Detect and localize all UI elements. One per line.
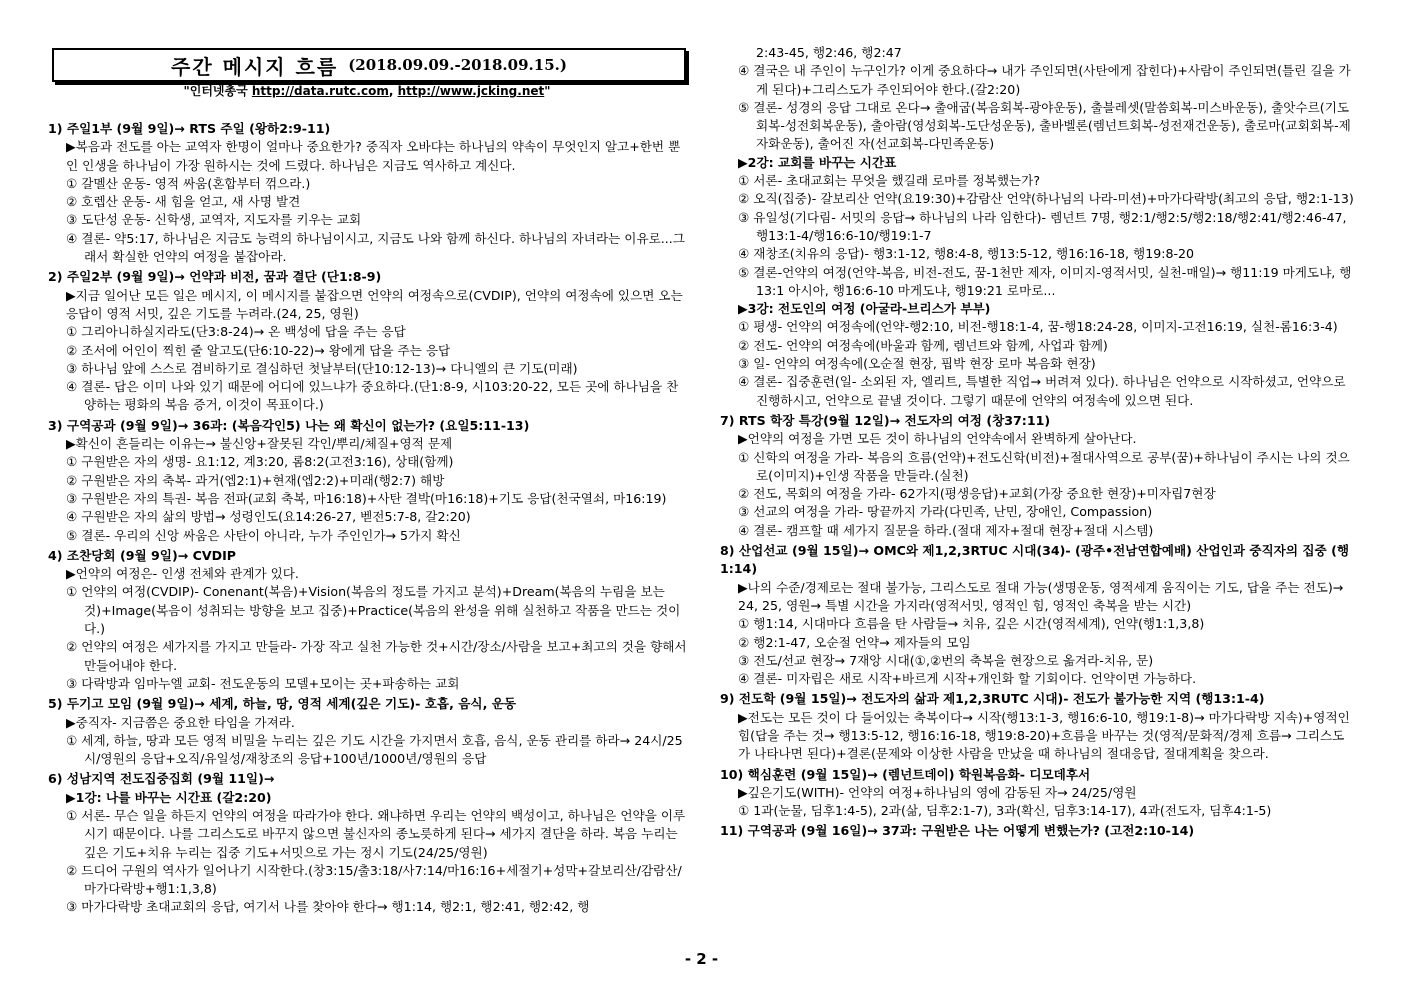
page-number: - 2 - bbox=[684, 950, 719, 968]
list-item: ① 서론- 무슨 일을 하든지 언약의 여정을 따라가야 한다. 왜냐하면 우리는 언약의 백성이고, 하나님은 언약을 이루시기 때문이다. 나를 그리스도로 바꾸지 않으면 불신자의 종노릇하게 된다→ 세가지 결단을 하라. 복음 누리는 깊은 기도+치유 누리는 집중 기도+서밋으로 가는 정시 기도(24/25/영원) bbox=[66, 807, 686, 860]
right-column bbox=[720, 44, 1354, 841]
section-heading: 6) 성남지역 전도집중집회 (9월 11일)→ bbox=[48, 771, 275, 787]
list-item: ② 전도, 목회의 여정을 가라- 62가지(평생응답)+교회(가장 중요한 현장)+미자립7현장 bbox=[738, 486, 1216, 502]
list-item: ① 언약의 여정(CVDIP)- Conenant(복음)+Vision(복음의 정도를 가지고 분석)+Dream(복음의 누림을 보는 것)+Image(복음이 성취되는 방향을 보고 집중)+Practice(복음의 완성을 위해 실천하고 작품을 만드는 것이다.) bbox=[66, 584, 681, 637]
list-item: ① 행1:14, 시대마다 흐름을 탄 사람들→ 치유, 깊은 시간(영적세계), 언약(행1:1,3,8) bbox=[738, 616, 1205, 632]
section-heading: 2) 주일2부 (9월 9일)→ 언약과 비전, 꿈과 결단 (단1:8-9) bbox=[48, 269, 382, 285]
list-item: ① 그리아니하실지라도(단3:8-24)→ 온 백성에 답을 주는 응답 bbox=[66, 324, 406, 340]
summary-paragraph: ▶중직자- 지금쯤은 중요한 타임을 가져라. bbox=[66, 714, 295, 730]
section-heading: 11) 구역공과 (9월 16일)→ 37과: 구원받은 나는 어떻게 변했는가? (고전2:10-14) bbox=[720, 823, 1195, 839]
section-heading: 7) RTS 학장 특강(9월 12일)→ 전도자의 여정 (창37:11) bbox=[720, 412, 1051, 428]
list-item: ③ 다락방과 임마누엘 교회- 전도운동의 모델+모이는 곳+파송하는 교회 bbox=[66, 675, 460, 691]
list-item: ④ 결론- 캠프할 때 세가지 질문을 하라.(절대 제자+절대 현장+절대 시스템) bbox=[738, 522, 1154, 538]
list-item: ② 구원받은 자의 축복- 과거(엡2:1)+현재(엡2:2)+미래(행2:7) 해방 bbox=[66, 472, 445, 488]
section-heading: 3) 구역공과 (9월 9일)→ 36과: (복음각인5) 나는 왜 확신이 없는가? (요일5:11-13) bbox=[48, 417, 530, 433]
list-item: ① 1과(눈물, 딤후1:4-5), 2과(삶, 딤후2:1-7), 3과(확신, 딤후3:14-17), 4과(전도자, 딤후4:1-5) bbox=[738, 803, 1272, 819]
list-item: ④ 구원받은 자의 삶의 방법→ 성령인도(요14:26-27, 벧전5:7-8, 갈2:20) bbox=[66, 509, 471, 525]
lecture-heading: ▶2강: 교회를 바꾸는 시간표 bbox=[738, 154, 897, 170]
list-item: ② 드디어 구원의 역사가 일어나기 시작한다.(창3:15/출3:18/사7:14/마16:16+세절기+성막+갈보리산/감람산/마가다락방+행1:1,3,8) bbox=[66, 862, 682, 897]
list-item: ⑤ 결론- 성경의 응답 그대로 온다→ 출애굽(복음회복-광야운동), 출블레셋(말씀회복-미스바운동), 출앗수르(기도회복-성전회복운동), 출아람(영성회복-도단성운동), 출바벨론(렘넌트회복-성전재건운동), 출로마(교회회복-제자화운동), 출어진 자(선교회복-다민족운동) bbox=[738, 99, 1351, 152]
summary-paragraph: ▶언약의 여정을 가면 모든 것이 하나님의 언약속에서 완벽하게 살아난다. bbox=[738, 431, 1137, 447]
list-item: ④ 결론- 집중훈련(일- 소외된 자, 엘리트, 특별한 직업→ 버려져 있다). 하나님은 언약으로 시작하셨고, 언약으로 진행하시고, 언약으로 끝낼 것이다. 그렇기 때문에 언약의 여정속에 있으면 된다. bbox=[738, 374, 1346, 408]
list-item: ④ 결국은 내 주인이 누구인가? 이게 중요하다→ 내가 주인되면(사탄에게 잡힌다)+사람이 주인되면(틀린 길을 가게 된다)+그리스도가 주인되어야 한다.(갈2:20) bbox=[738, 63, 1351, 97]
list-item: ② 오직(집중)- 갈보리산 언약(요19:30)+감람산 언약(하나님의 나라-미션)+마가다락방(최고의 응답, 행2:1-13) bbox=[738, 191, 1354, 207]
list-item: ① 평생- 언약의 여정속에(언약-행2:10, 비전-행18:1-4, 꿈-행18:24-28, 이미지-고전16:19, 실천-롬16:3-4) bbox=[738, 319, 1338, 335]
list-item: ⑤ 결론-언약의 여정(언약-복음, 비전-전도, 꿈-1천만 제자, 이미지-영적서밋, 실천-매일)→ 행11:19 마게도냐, 행13:1 아시아, 행16:6-10 마게도냐, 행19:21 로마로... bbox=[738, 264, 1352, 298]
list-item: ⑤ 결론- 우리의 신앙 싸움은 사탄이 아니라, 누가 주인인가→ 5가지 확신 bbox=[66, 527, 461, 543]
list-item: ① 서론- 초대교회는 무엇을 했길래 로마를 정복했는가? bbox=[738, 173, 1041, 189]
list-item: ③ 구원받은 자의 특권- 복음 전파(교회 축복, 마16:18)+사탄 결박(마16:18)+기도 응답(천국열쇠, 마16:19) bbox=[66, 490, 667, 506]
sites-suffix: " bbox=[544, 84, 551, 98]
list-item: ③ 전도/선교 현장→ 7재앙 시대(①,②번의 축복을 현장으로 옮겨라-치유, 문) bbox=[738, 652, 1154, 668]
section-heading: 8) 산업선교 (9월 15일)→ OMC와 제1,2,3RTUC 시대(34)- (광주•전남연합예배) 산업인과 중직자의 집중 (행1:14) bbox=[720, 543, 1350, 577]
page-title: 주간 메시지 흐름 bbox=[171, 54, 339, 79]
lecture-heading: ▶3강: 전도인의 여정 (아굴라-브리스가 부부) bbox=[738, 301, 991, 317]
list-item: ③ 유일성(기다림- 서밋의 응답→ 하나님의 나라 임한다)- 렘넌트 7명, 행2:1/행2:5/행2:18/행2:41/행2:46-47, 행13:1-4/행16:6-10/행19:1-7 bbox=[738, 209, 1347, 243]
summary-paragraph: ▶언약의 여정은- 인생 전체와 관계가 있다. bbox=[66, 566, 299, 582]
summary-paragraph: ▶깊은기도(WITH)- 언약의 여정+하나님의 영에 감동된 자→ 24/25/영원 bbox=[738, 784, 1137, 800]
list-item: ② 조서에 어인이 찍힌 줄 알고도(단6:10-22)→ 왕에게 답을 주는 응답 bbox=[66, 342, 451, 358]
continued-text: 2:43-45, 행2:46, 행2:47 bbox=[756, 45, 902, 60]
date-range: (2018.09.09.-2018.09.15.) bbox=[348, 56, 567, 74]
list-item: ② 전도- 언약의 여정속에(바울과 함께, 렘넌트와 함께, 사업과 함께) bbox=[738, 337, 1108, 353]
list-item: ④ 결론- 미자립은 새로 시작+바르게 시작+개인화 할 기회이다. 언약이면 가능하다. bbox=[738, 671, 1197, 687]
section-heading: 10) 핵심훈련 (9월 15일)→ (렘넌트데이) 학원복음화- 디모데후서 bbox=[720, 766, 1091, 782]
list-item: ④ 결론- 답은 이미 나와 있기 때문에 어디에 있느냐가 중요하다.(단1:8-9, 시103:20-22, 모든 곳에 하나님을 찬양하는 평화의 복음 증거, 이것이 목표이다.) bbox=[66, 379, 679, 413]
list-item: ④ 결론- 약5:17, 하나님은 지금도 능력의 하나님이시고, 지금도 나와 함께 하신다. 하나님의 자녀라는 이유로...그래서 확실한 언약의 여정을 붙잡아라. bbox=[66, 230, 685, 265]
list-item: ① 세계, 하늘, 땅과 모든 영적 비밀을 누리는 깊은 기도 시간을 가지면서 호흡, 음식, 운동 관리를 하라→ 24시/25시/영원의 응답+오직/유일성/재창조의 응답+100년/1000년/영원의 응답 bbox=[66, 732, 683, 767]
left-column bbox=[48, 118, 690, 917]
sites-separator: , bbox=[388, 84, 398, 98]
summary-paragraph: ▶지금 일어난 모든 일은 메시지, 이 메시지를 붙잡으면 언약의 여정속으로(CVDIP), 언약의 여정속에 있으면 오는 응답이 영적 서밋, 깊은 기도를 누려라.(24, 25, 영원) bbox=[66, 287, 683, 321]
section-heading: 4) 조찬당회 (9월 9일)→ CVDIP bbox=[48, 547, 236, 563]
list-item: ③ 선교의 여정을 가라- 땅끝까지 가라(다민족, 난민, 장애인, Compassion) bbox=[738, 504, 1153, 520]
summary-paragraph: ▶확신이 흔들리는 이유는→ 불신앙+잘못된 각인/뿌리/체질+영적 문제 bbox=[66, 436, 453, 452]
site-link-1[interactable]: http://data.rutc.com bbox=[251, 84, 389, 98]
summary-paragraph: ▶전도는 모든 것이 다 들어있는 축복이다→ 시작(행13:1-3, 행16:6-10, 행19:1-8)→ 마가다락방 지속)+영적인 힘(답을 주는 것→ 행13:5-12, 행16:16-18, 행19:8-20)+흐름을 바꾸는 것(영적/문화적/경제 흐름→ 그리스도가 나타나면 된다)+결론(문제와 이상한 사람을 만났을 때 하나님의 절대응답, 절대계획을 찾으라. bbox=[738, 709, 1350, 762]
list-item: ④ 재창조(치유의 응답)- 행3:1-12, 행8:4-8, 행13:5-12, 행16:16-18, 행19:8-20 bbox=[738, 246, 1195, 262]
site-link-2[interactable]: http://www.jcking.net bbox=[397, 84, 545, 98]
section-heading: 1) 주일1부 (9월 9일)→ RTS 주일 (왕하2:9-11) bbox=[48, 121, 331, 136]
list-item: ① 구원받은 자의 생명- 요1:12, 계3:20, 롬8:2(고전3:16), 상태(함께) bbox=[66, 454, 454, 470]
summary-paragraph: ▶복음과 전도를 아는 교역자 한명이 얼마나 중요한가? 중직자 오바댜는 하나님의 약속이 무엇인지 알고+한번 뿐인 인생을 하나님이 가장 원하시는 것에 드렸다. 하나님은 지금도 역사하고 계신다. bbox=[66, 139, 681, 173]
section-heading: 5) 두기고 모임 (9월 9일)→ 세계, 하늘, 땅, 영적 세계(깊은 기도)- 호흡, 음식, 운동 bbox=[48, 696, 517, 712]
list-item: ② 행2:1-47, 오순절 언약→ 제자들의 모임 bbox=[738, 634, 971, 650]
section-heading: 9) 전도학 (9월 15일)→ 전도자의 삶과 제1,2,3RUTC 시대)- 전도가 불가능한 지역 (행13:1-4) bbox=[720, 691, 1265, 707]
list-item: ② 언약의 여정은 세가지를 가지고 만들라- 가장 작고 실천 가능한 것+시간/장소/사람을 보고+최고의 것을 향해서 만들어내야 한다. bbox=[66, 639, 687, 673]
list-item: ③ 하나님 앞에 스스로 겸비하기로 결심하던 첫날부터(단10:12-13)→ 다니엘의 큰 기도(미래) bbox=[66, 360, 578, 376]
list-item: ③ 마가다락방 초대교회의 응답, 여기서 나를 찾아야 한다→ 행1:14, 행2:1, 행2:41, 행2:42, 행 bbox=[66, 899, 590, 915]
website-line bbox=[52, 82, 682, 99]
list-item: ① 신학의 여정을 가라- 복음의 흐름(언약)+전도신학(비전)+절대사역으로 공부(꿈)+하나님이 주시는 나의 것으로(이미지)+인생 작품을 만들라.(실천) bbox=[738, 449, 1350, 483]
list-item: ① 갈멜산 운동- 영적 싸움(혼합부터 꺾으라.) bbox=[66, 175, 311, 191]
list-item: ③ 일- 언약의 여정속에(오순절 현장, 핍박 현장 로마 복음화 현장) bbox=[738, 356, 1096, 372]
sites-prefix: "인터넷총국 bbox=[183, 84, 252, 98]
title-box bbox=[52, 48, 686, 82]
list-item: ② 호렙산 운동- 새 힘을 얻고, 새 사명 발견 bbox=[66, 194, 301, 210]
list-item: ③ 도단성 운동- 신학생, 교역자, 지도자를 키우는 교회 bbox=[66, 212, 362, 228]
lecture-heading: ▶1강: 나를 바꾸는 시간표 (갈2:20) bbox=[66, 789, 272, 805]
summary-paragraph: ▶나의 수준/경제로는 절대 불가능, 그리스도로 절대 가능(생명운동, 영적세계 움직이는 기도, 답을 주는 전도)→ 24, 25, 영원→ 특별 시간을 가지라(영적서밋, 영적인 힘, 영적인 축복을 받는 시간) bbox=[738, 579, 1344, 613]
